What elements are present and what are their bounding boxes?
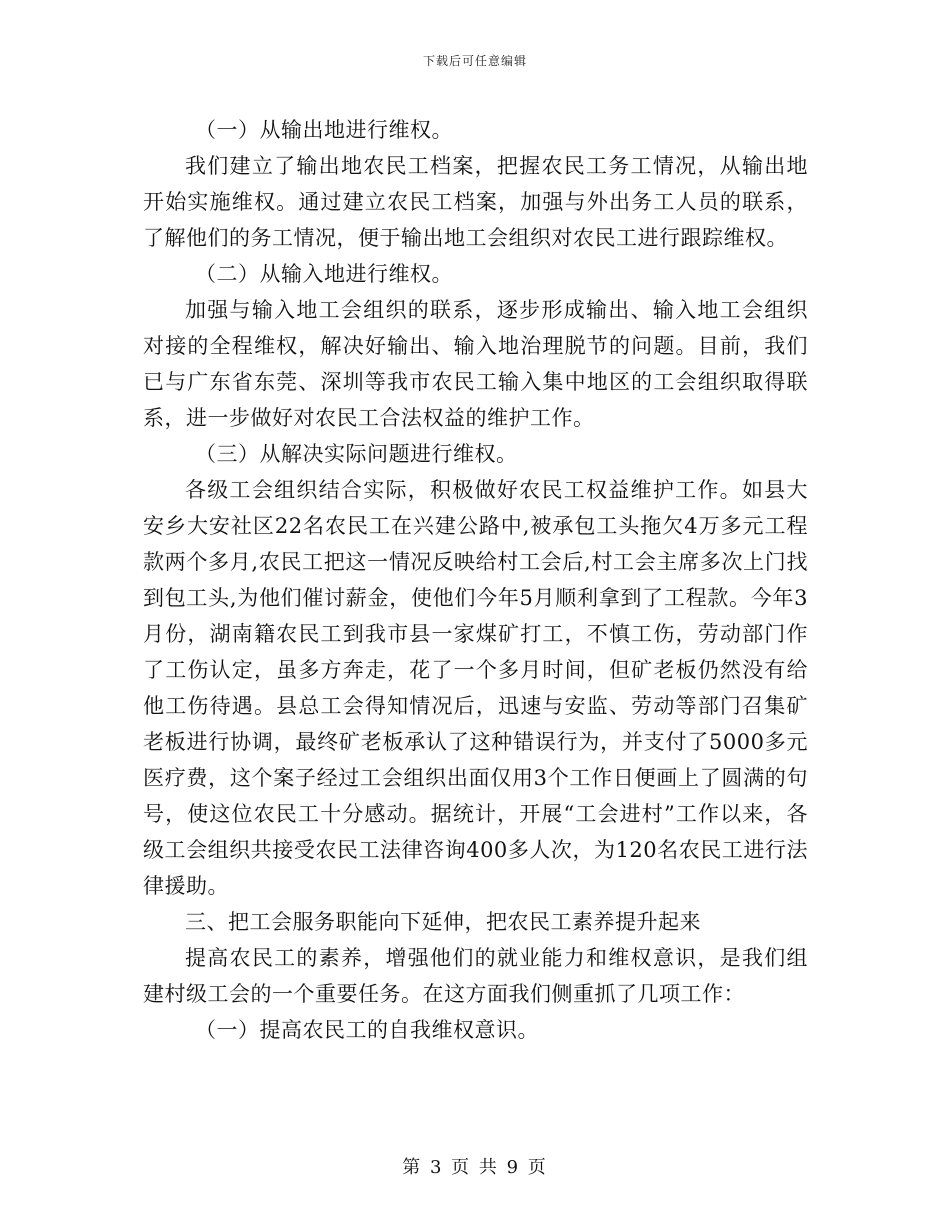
chapter-heading: 三、把工会服务职能向下延伸，把农民工素养提升起来	[185, 910, 701, 934]
section-heading: （一）从输出地进行维权。	[195, 118, 453, 142]
page-header: 下载后可任意编辑	[422, 54, 527, 68]
document-body	[143, 112, 808, 1048]
page-number-footer: 第 3 页 共 9 页	[402, 1157, 548, 1178]
section-heading: （三）从解决实际问题进行维权。	[195, 442, 518, 466]
body-paragraph: 提高农民工的素养，增强他们的就业能力和维权意识，是我们组建村级工会的一个重要任务。在这方面我们侧重抓了几项工作：	[143, 946, 808, 1006]
body-paragraph: 我们建立了输出地农民工档案，把握农民工务工情况，从输出地开始实施维权。通过建立农民工档案，加强与外出务工人员的联系，了解他们的务工情况，便于输出地工会组织对农民工进行跟踪维权。	[143, 154, 808, 250]
section-heading: （一）提高农民工的自我维权意识。	[195, 1018, 539, 1042]
body-paragraph: 各级工会组织结合实际，积极做好农民工权益维护工作。如县大安乡大安社区22名农民工在兴建公路中,被承包工头拖欠4万多元工程款两个多月,农民工把这一情况反映给村工会后,村工会主席多次上门找到包工头,为他们催讨薪金，使他们今年5月顺利拿到了工程款。今年3月份，湖南籍农民工到我市县一家煤矿打工，不慎工伤，劳动部门作了工伤认定，虽多方奔走，花了一个多月时间，但矿老板仍然没有给他工伤待遇。县总工会得知情况后，迅速与安监、劳动等部门召集矿老板进行协调，最终矿老板承认了这种错误行为，并支付了5000多元医疗费，这个案子经过工会组织出面仅用3个工作日便画上了圆满的句号，使这位农民工十分感动。据统计，开展“工会进村”工作以来，各级工会组织共接受农民工法律咨询400多人次，为120名农民工进行法律援助。	[143, 478, 808, 898]
body-paragraph: 加强与输入地工会组织的联系，逐步形成输出、输入地工会组织对接的全程维权，解决好输出、输入地治理脱节的问题。目前，我们已与广东省东莞、深圳等我市农民工输入集中地区的工会组织取得联系，进一步做好对农民工合法权益的维护工作。	[143, 298, 808, 430]
section-heading: （二）从输入地进行维权。	[195, 262, 453, 286]
